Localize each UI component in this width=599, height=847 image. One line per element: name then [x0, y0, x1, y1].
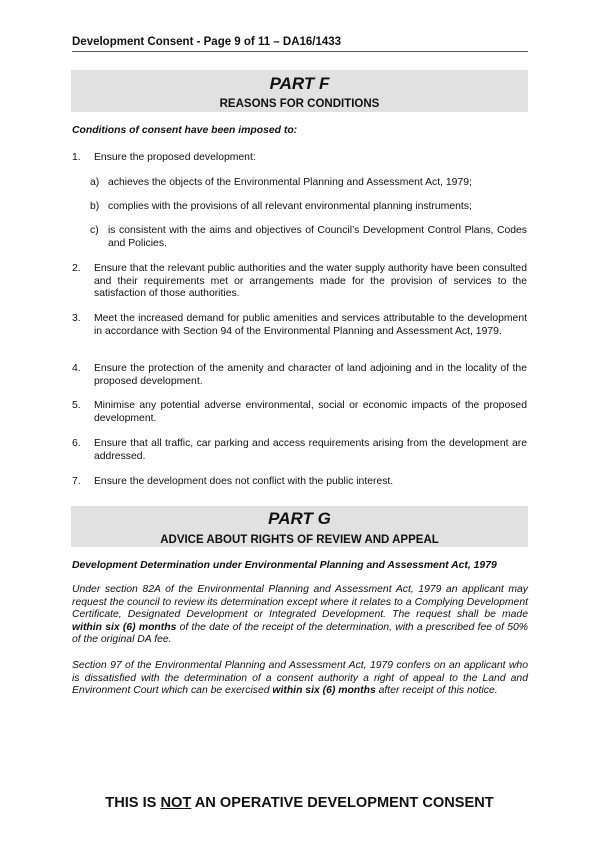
part-g-subtitle: ADVICE ABOUT RIGHTS OF REVIEW AND APPEAL — [160, 534, 439, 546]
reason-item: Ensure the proposed development: — [94, 152, 256, 163]
reason-item: Meet the increased demand for public amenities and services attributable to the development in accordance with Section 94 of the Environmental Planning and Assessment Act, 1979. — [94, 313, 527, 337]
item-number: 3. — [72, 313, 81, 324]
appeal-text-a: Section 97 of the Environmental Planning and Assessment Act, 1979 confers on an applicant who is dissatisfied with the determination of a consent authority a right of appeal to the Land and Environment Court which can be exercised — [72, 660, 528, 697]
review-deadline: within six (6) months — [72, 621, 177, 633]
notice-not: NOT — [160, 795, 192, 811]
reason-item: Ensure the protection of the amenity and character of land adjoining and in the locality of the proposed development. — [94, 363, 527, 387]
reason-item: Ensure that all traffic, car parking and access requirements arising from the development are addressed. — [94, 438, 527, 462]
subitem: achieves the objects of the Environmental Planning and Assessment Act, 1979; — [108, 177, 472, 188]
item-number: 5. — [72, 400, 81, 411]
appeal-deadline: within six (6) months — [272, 685, 376, 697]
non-operative-notice — [0, 795, 599, 811]
part-g-title: PART G — [268, 509, 331, 528]
reason-item: Minimise any potential adverse environmental, social or economic impacts of the proposed development. — [94, 400, 527, 424]
subitem: complies with the provisions of all relevant environmental planning instruments; — [108, 201, 472, 212]
appeal-paragraph — [72, 660, 528, 698]
part-g-banner — [71, 506, 528, 547]
item-number: 1. — [72, 152, 81, 163]
part-f-subtitle: REASONS FOR CONDITIONS — [219, 98, 380, 110]
page-header: Development Consent - Page 9 of 11 – DA16/1433 — [72, 36, 528, 52]
review-text-a: Under section 82A of the Environmental Planning and Assessment Act, 1979 an applicant may request the council to review its determination except where it relates to a Complying Development Certificate, Designated Development or Integrated Development. The request shall be made — [72, 584, 528, 621]
notice-pre: THIS IS — [105, 795, 161, 811]
item-number: 2. — [72, 263, 81, 274]
review-paragraph — [72, 584, 528, 647]
appeal-text-c: after receipt of this notice. — [375, 685, 498, 697]
reason-item: Ensure that the relevant public authorities and the water supply authority have been consulted and their requirements met or arrangements made for the provision of services to the satisfaction of those authorities. — [94, 263, 527, 300]
item-number: 4. — [72, 363, 81, 374]
part-f-intro: Conditions of consent have been imposed to: — [72, 125, 298, 136]
subitem-letter: a) — [90, 177, 100, 188]
review-text-c: of the date of the receipt of the determination, with a prescribed fee of 50% of the original DA fee. — [72, 621, 528, 646]
subitem-letter: b) — [90, 201, 100, 212]
reason-item: Ensure the development does not conflict with the public interest. — [94, 476, 394, 487]
part-f-banner — [71, 70, 528, 112]
subitem: is consistent with the aims and objectives of Council’s Development Control Plans, Codes and Policies. — [108, 225, 527, 249]
notice-post: AN OPERATIVE DEVELOPMENT CONSENT — [191, 795, 494, 811]
item-number: 6. — [72, 438, 81, 449]
part-g-heading: Development Determination under Environmental Planning and Assessment Act, 1979 — [72, 560, 497, 571]
item-number: 7. — [72, 476, 81, 487]
subitem-letter: c) — [90, 225, 99, 236]
part-f-title: PART F — [269, 74, 330, 93]
